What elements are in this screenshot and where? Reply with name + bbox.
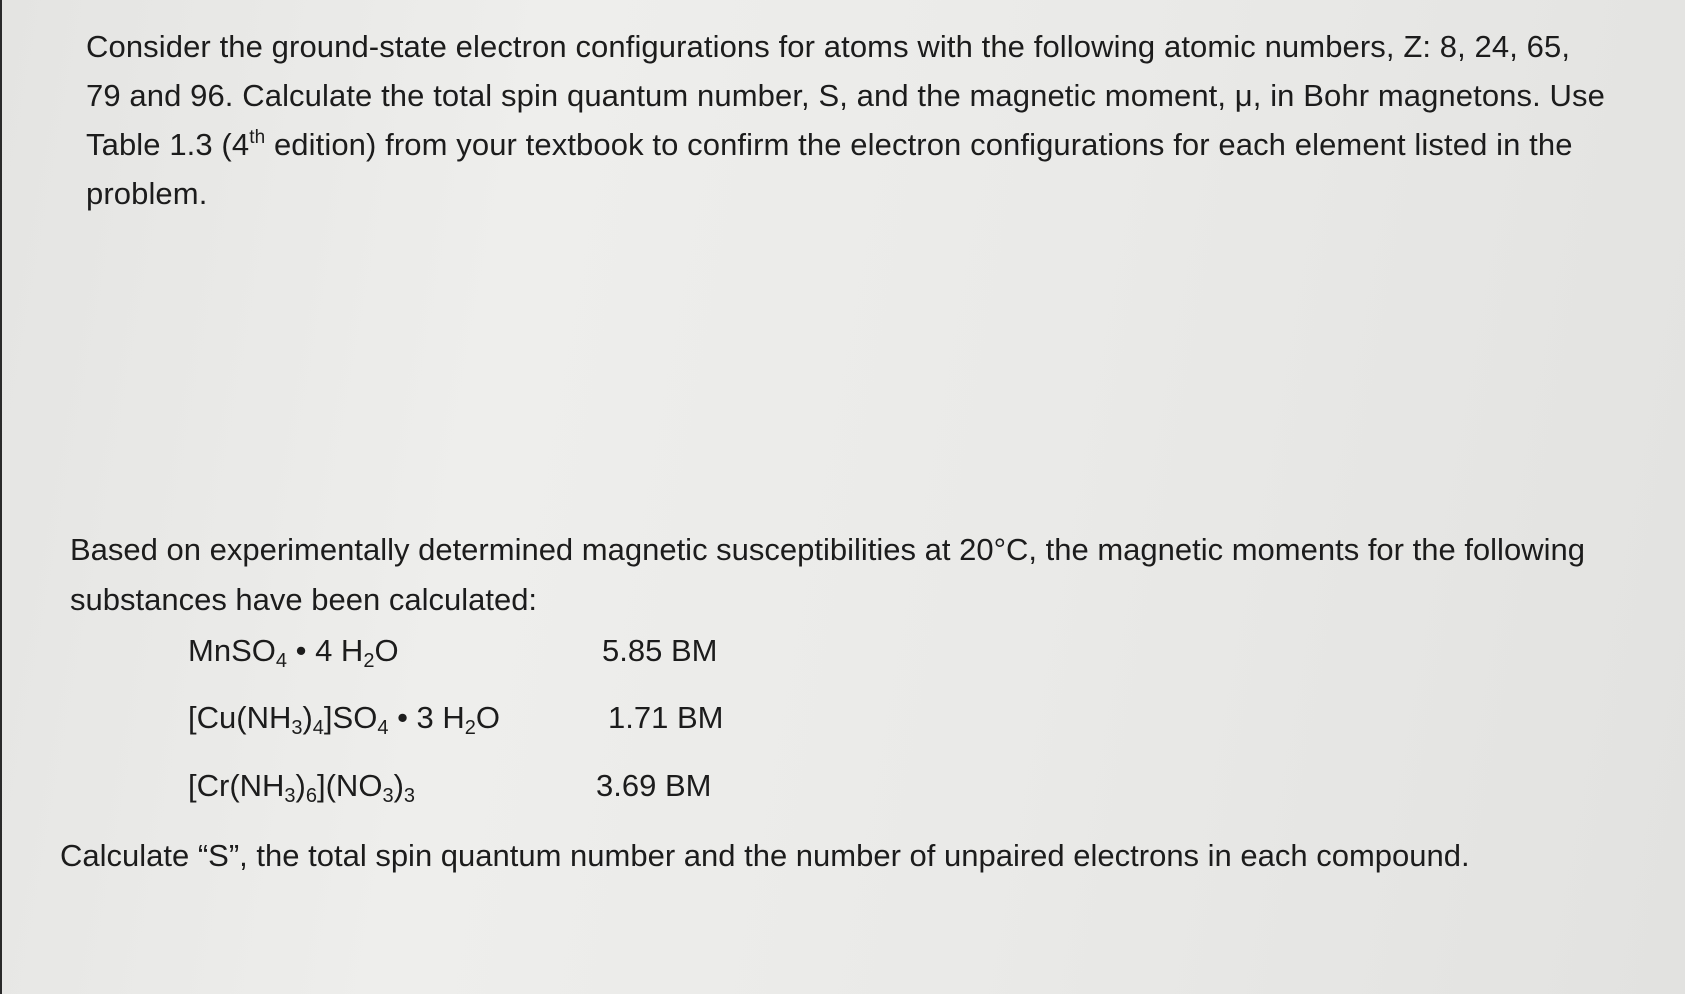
problem-1-text <box>86 22 1606 218</box>
compound-moment: 3.69 BM <box>596 768 712 803</box>
compound-formula: $[Cr(NH_3)_6](NO_3)_3$ <box>188 768 416 807</box>
problem-2-intro: Based on experimentally determined magnetic susceptibilities at 20°C, the magnetic moments for the following substances have been calculated: <box>70 532 1585 617</box>
page-edge <box>0 0 2 994</box>
problem-1-superscript: th <box>249 127 266 148</box>
compound-formula: $[Cu(NH_3)_4]SO_4$ • 3 $H_2O$ <box>188 700 501 739</box>
problem-1-part-a: Consider the ground-state electron configurations for atoms with the following atomic numbers, Z: 8, 24, 65, 79 and 96. Calculate the total spin quantum number, S, and the magnetic moment, μ, in Bohr magnetons. Use Table 1.3 (4 <box>86 29 1605 162</box>
problem-1-part-b: edition) from your textbook to confirm the electron configurations for each element listed in the problem. <box>86 127 1573 211</box>
compound-moment: 5.85 BM <box>602 633 718 668</box>
compound-formula: MnSO$_4$ • 4 $H_2O$ <box>188 633 399 672</box>
compound-moment: 1.71 BM <box>608 700 724 735</box>
problem-2-question: Calculate “S”, the total spin quantum number and the number of unpaired electrons in each compound. <box>60 838 1470 873</box>
